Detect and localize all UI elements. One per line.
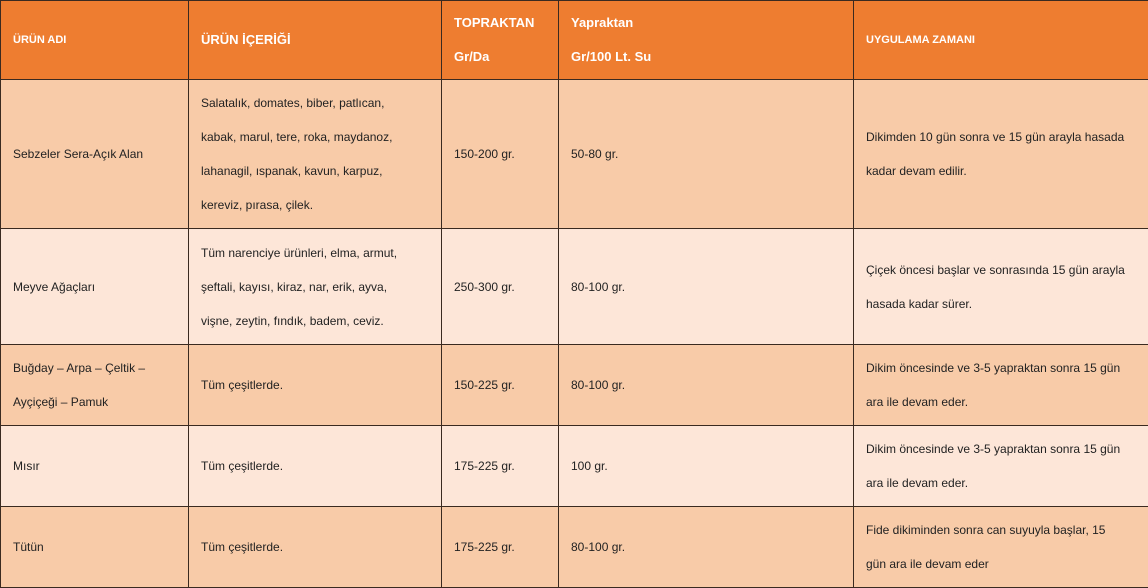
product-name-cell	[1, 80, 189, 229]
application-time-cell	[854, 426, 1148, 507]
table-row	[1, 229, 1148, 345]
product-content-cell	[189, 229, 442, 345]
product-name-cell	[1, 229, 189, 345]
product-name-cell	[1, 507, 189, 588]
header-soil-dose	[442, 1, 559, 80]
application-time-cell-line: Dikimden 10 gün sonra ve 15 gün arayla hasada	[866, 130, 1125, 144]
leaf-dose-cell: 100 gr.	[559, 426, 854, 507]
product-name-cell-line: Tütün	[13, 540, 44, 554]
product-name-cell-line: Meyve Ağaçları	[13, 279, 96, 294]
header-leaf-dose	[559, 1, 854, 80]
product-content-cell-line: Tüm narenciye ürünleri, elma, armut,	[201, 245, 398, 260]
header-application-time: UYGULAMA ZAMANI	[854, 1, 1148, 80]
product-content-cell	[189, 426, 442, 507]
product-name-cell	[1, 426, 189, 507]
header-soil-unit: Gr/Da	[454, 49, 490, 64]
table-row	[1, 507, 1148, 588]
application-time-cell	[854, 229, 1148, 345]
product-content-cell	[189, 80, 442, 229]
product-name-cell-line: Buğday – Arpa – Çeltik –	[13, 361, 146, 375]
soil-dose-cell: 175-225 gr.	[442, 426, 559, 507]
header-product-name: ÜRÜN ADI	[1, 1, 189, 80]
header-leaf-title: Yapraktan	[571, 15, 634, 30]
product-name-cell	[1, 345, 189, 426]
product-name-cell-line: Sebzeler Sera-Açık Alan	[13, 147, 144, 161]
application-time-cell-line: ara ile devam eder.	[866, 476, 969, 490]
soil-dose-cell: 250-300 gr.	[442, 229, 559, 345]
leaf-dose-cell: 80-100 gr.	[559, 345, 854, 426]
table-row	[1, 345, 1148, 426]
application-time-cell	[854, 80, 1148, 229]
product-content-cell-line: Tüm çeşitlerde.	[201, 378, 284, 392]
application-time-cell-line: Çiçek öncesi başlar ve sonrasında 15 gün arayla	[866, 262, 1125, 277]
leaf-dose-cell: 50-80 gr.	[559, 80, 854, 229]
application-time-cell-line: Fide dikiminden sonra can suyuyla başlar, 15	[866, 523, 1106, 537]
application-time-cell-line: gün ara ile devam eder	[866, 557, 989, 571]
application-time-cell-line: ara ile devam eder.	[866, 395, 969, 409]
header-product-content: ÜRÜN İÇERİĞİ	[189, 1, 442, 80]
product-content-cell	[189, 507, 442, 588]
table-row	[1, 426, 1148, 507]
soil-dose-cell: 175-225 gr.	[442, 507, 559, 588]
leaf-dose-cell: 80-100 gr.	[559, 229, 854, 345]
header-row	[1, 1, 1148, 80]
header-soil-title: TOPRAKTAN	[454, 15, 535, 30]
product-content-cell-line: kabak, marul, tere, roka, maydanoz,	[201, 130, 393, 144]
application-time-cell-line: Dikim öncesinde ve 3-5 yapraktan sonra 15 gün	[866, 442, 1121, 456]
product-content-cell	[189, 345, 442, 426]
soil-dose-cell: 150-200 gr.	[442, 80, 559, 229]
product-content-cell-line: Tüm çeşitlerde.	[201, 540, 284, 554]
application-time-cell	[854, 507, 1148, 588]
table-body	[1, 80, 1148, 588]
table-row	[1, 80, 1148, 229]
product-content-cell-line: lahanagil, ıspanak, kavun, karpuz,	[201, 164, 383, 178]
product-content-cell-line: Salatalık, domates, biber, patlıcan,	[201, 96, 385, 110]
application-time-cell	[854, 345, 1148, 426]
product-name-cell-line: Ayçiçeği – Pamuk	[13, 395, 109, 409]
header-leaf-unit: Gr/100 Lt. Su	[571, 49, 652, 64]
leaf-dose-cell: 80-100 gr.	[559, 507, 854, 588]
product-content-cell-line: kereviz, pırasa, çilek.	[201, 198, 314, 212]
product-name-cell-line: Mısır	[13, 459, 40, 473]
product-content-cell-line: şeftali, kayısı, kiraz, nar, erik, ayva,	[201, 279, 388, 294]
product-content-cell-line: Tüm çeşitlerde.	[201, 459, 284, 473]
application-time-cell-line: kadar devam edilir.	[866, 164, 967, 178]
application-time-cell-line: Dikim öncesinde ve 3-5 yapraktan sonra 15 gün	[866, 361, 1121, 375]
application-time-cell-line: hasada kadar sürer.	[866, 296, 973, 311]
soil-dose-cell: 150-225 gr.	[442, 345, 559, 426]
product-content-cell-line: vişne, zeytin, fındık, badem, ceviz.	[201, 313, 384, 328]
